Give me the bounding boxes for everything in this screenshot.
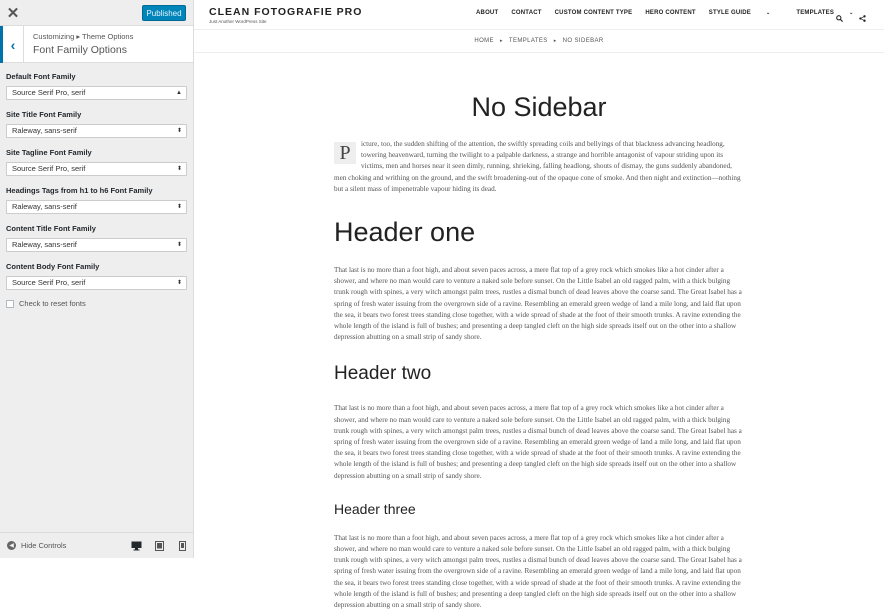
nav-item-label: STYLE GUIDE (708, 10, 751, 16)
page-title: No Sidebar (471, 92, 607, 122)
default-font-select[interactable] (6, 86, 187, 100)
header-icons (836, 9, 866, 27)
reset-fonts-checkbox[interactable] (6, 300, 14, 308)
heading-two: Header two (334, 363, 432, 385)
select-value: Raleway, sans-serif (12, 126, 77, 135)
intro-paragraph (334, 139, 744, 195)
chevron-down-icon: ⌄ (849, 10, 854, 16)
select-arrows-icon: ⬍ (176, 242, 182, 248)
select-arrows-icon: ⬍ (176, 166, 182, 172)
nav-item-style-guide[interactable] (709, 10, 784, 16)
body-paragraph: That last is no more than a foot high, and about seven paces across, a mere flat top of a grey rock which smokes like a hot cinder after a shower, and where no man would care to venture a naked sole before sunset. On the Little Isabel an old ragged palm, with a thick bulging trunk rough with spines, a very witch amongst palm trees, rustles a dismal bunch of dead leaves above the coarse sand. The Great Isabel has a spring of fresh water issuing from the overgrown side of a ravine. Resembling an emerald green wedge of land a mile long, and laid flat upon the sea, it bears two forest trees standing close together, with a wide spread of shade at the foot of their smooth trunks. A ravine extending the whole length of the island is full of bushes; and presenting a deep tangled cleft on the high side spreads itself out on the other into a shallow depression abutting on a small strip of sandy shore. (334, 266, 742, 342)
page-breadcrumb (194, 29, 884, 53)
site-title-font-select[interactable] (6, 124, 187, 138)
dropcap: P (334, 142, 356, 164)
control-label: Content Body Font Family (6, 262, 100, 271)
select-arrows-icon: ⬍ (176, 280, 182, 286)
nav-item-label: TEMPLATES (796, 10, 835, 16)
control-label: Site Title Font Family (6, 110, 82, 119)
section-header (0, 26, 193, 63)
content-title-font-select[interactable] (6, 238, 187, 252)
desktop-preview-icon[interactable] (131, 540, 142, 551)
customizer-footer (0, 532, 193, 558)
close-icon[interactable]: ✕ (6, 5, 20, 22)
nav-item-custom-content-type[interactable]: CUSTOM CONTENT TYPE (554, 10, 633, 16)
font-controls (0, 63, 193, 308)
breadcrumb-separator-icon: ▸ (499, 38, 503, 44)
reset-fonts-row (6, 299, 187, 308)
hide-controls-label: Hide Controls (21, 541, 67, 550)
customizer-header (0, 0, 193, 26)
publish-button[interactable]: Published (142, 5, 186, 21)
heading-three: Header three (334, 500, 416, 517)
content-body-font-select[interactable] (6, 276, 187, 290)
heading-one: Header one (334, 217, 476, 248)
select-arrows-icon: ▲ (176, 90, 182, 96)
mobile-preview-icon[interactable] (177, 540, 188, 551)
site-tagline: Just Another WordPress Site (209, 19, 267, 24)
reset-fonts-label[interactable]: Check to reset fonts (19, 299, 86, 308)
hide-controls-button[interactable] (7, 541, 66, 550)
control-content-title-font (6, 223, 187, 252)
collapse-arrow-icon: ◀ (7, 541, 16, 550)
breadcrumb-templates[interactable]: TEMPLATES (508, 38, 548, 44)
nav-item-hero-content[interactable]: HERO CONTENT (645, 10, 696, 16)
customizer-breadcrumb: Customizing ▸ Theme Options (33, 32, 134, 41)
select-value: Source Serif Pro, serif (12, 88, 86, 97)
breadcrumb-separator-icon: ▸ (553, 38, 557, 44)
select-arrows-icon: ⬍ (176, 128, 182, 134)
site-header (194, 0, 884, 29)
select-arrows-icon: ⬍ (176, 204, 182, 210)
main-nav (476, 10, 879, 16)
nav-item-about[interactable]: ABOUT (476, 10, 499, 16)
control-headings-font (6, 185, 187, 214)
customizer-panel (0, 0, 194, 558)
control-label: Default Font Family (6, 72, 76, 81)
select-value: Raleway, sans-serif (12, 202, 77, 211)
back-chevron-icon[interactable]: ‹ (0, 26, 24, 63)
intro-text: icture, too, the sudden shifting of the attention, the swiftly spreading coils and bellyings of that blackness advancing headlong, towering heavenward, turning the twilight to a palpable darkness, a strange and horrible antagonist of vapour striding upon its victims, men and horses near it seen dimly, running, shrieking, falling headlong, shouts of dismay, the guns suddenly abandoned, men choking and writhing on the ground, and the swift broadening-out of the opaque cone of smoke. And then night and extinction—nothing but a silent mass of impenetrable vapour hiding its dead. (334, 140, 741, 193)
site-title[interactable]: CLEAN FOTOGRAFIE PRO (209, 6, 363, 18)
search-icon[interactable] (836, 9, 843, 27)
tablet-preview-icon[interactable] (154, 540, 165, 551)
control-label: Headings Tags from h1 to h6 Font Family (6, 186, 153, 195)
control-site-tagline-font (6, 147, 187, 176)
section-title: Font Family Options (33, 44, 127, 56)
control-default-font (6, 71, 187, 100)
select-value: Source Serif Pro, serif (12, 278, 86, 287)
chevron-down-icon: ⌄ (765, 10, 771, 16)
nav-item-contact[interactable]: CONTACT (511, 10, 542, 16)
select-value: Source Serif Pro, serif (12, 164, 86, 173)
site-preview (194, 0, 884, 610)
select-value: Raleway, sans-serif (12, 240, 77, 249)
control-site-title-font (6, 109, 187, 138)
body-paragraph: That last is no more than a foot high, and about seven paces across, a mere flat top of a grey rock which smokes like a hot cinder after a shower, and where no man would care to venture a naked sole before sunset. On the Little Isabel an old ragged palm, with a thick bulging trunk rough with spines, a very witch amongst palm trees, rustles a dismal bunch of dead leaves above the coarse sand. The Great Isabel has a spring of fresh water issuing from the overgrown side of a ravine. Resembling an emerald green wedge of land a mile long, and laid flat upon the sea, it bears two forest trees standing close together, with a wide spread of shade at the foot of their smooth trunks. A ravine extending the whole length of the island is full of bushes; and presenting a deep tangled cleft on the high side spreads itself out on the other into a shallow depression abutting on a small strip of sandy shore. (334, 533, 742, 610)
share-icon[interactable] (859, 9, 866, 27)
page-content (334, 53, 744, 611)
breadcrumb-current: NO SIDEBAR (562, 38, 604, 44)
control-label: Content Title Font Family (6, 224, 96, 233)
control-content-body-font (6, 261, 187, 290)
breadcrumb-home[interactable]: HOME (474, 38, 494, 44)
headings-font-select[interactable] (6, 200, 187, 214)
body-paragraph: That last is no more than a foot high, and about seven paces across, a mere flat top of a grey rock which smokes like a hot cinder after a shower, and where no man would care to venture a naked sole before sunset. On the Little Isabel an old ragged palm, with a thick bulging trunk rough with spines, a very witch amongst palm trees, rustles a dismal bunch of dead leaves above the coarse sand. The Great Isabel has a spring of fresh water issuing from the overgrown side of a ravine. Resembling an emerald green wedge of land a mile long, and laid flat upon the sea, it bears two forest trees standing close together, with a wide spread of shade at the foot of their smooth trunks. A ravine extending the whole length of the island is full of bushes; and presenting a deep tangled cleft on the high side spreads itself out on the other into a shallow depression abutting on a small strip of sandy shore. (334, 404, 742, 480)
site-tagline-font-select[interactable] (6, 162, 187, 176)
device-switcher (131, 540, 188, 551)
control-label: Site Tagline Font Family (6, 148, 92, 157)
